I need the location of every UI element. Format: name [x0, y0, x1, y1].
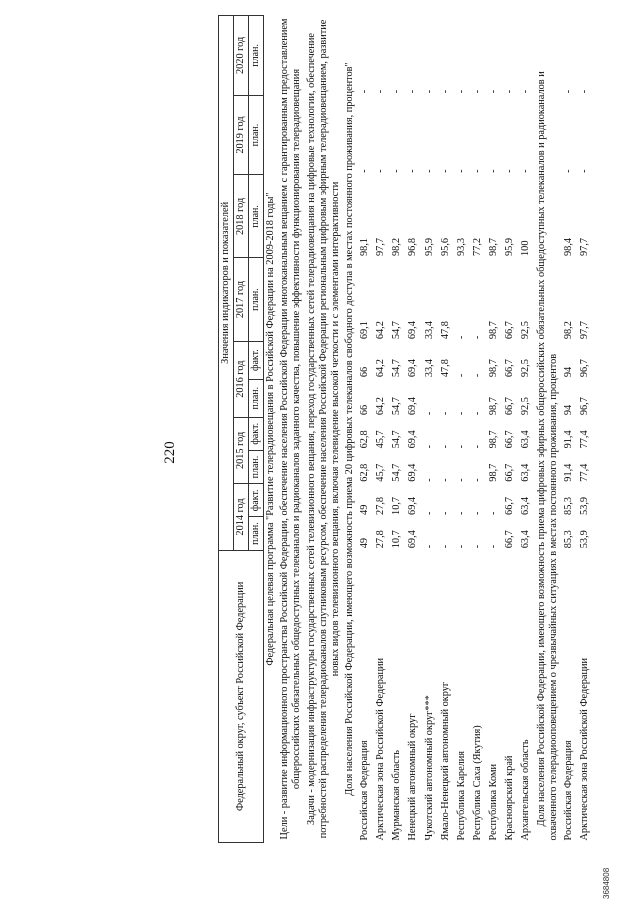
- indicator-value: -: [472, 411, 484, 416]
- region-name: Архангельская область: [520, 739, 532, 841]
- indicator-value: -: [391, 169, 403, 173]
- indicator-value: -: [455, 411, 467, 416]
- indicator-value: 66,7: [504, 430, 516, 449]
- indicator-value: 96,7: [579, 359, 591, 378]
- indicator-value: 47,8: [439, 359, 451, 378]
- subheader: план.: [249, 379, 264, 417]
- table-row: [373, 16, 389, 843]
- indicator-value: -: [488, 89, 500, 94]
- indicator-value: 66,7: [504, 530, 516, 549]
- indicator-value: -: [455, 544, 467, 549]
- indicator-value: -: [439, 444, 451, 449]
- indicator-value: -: [504, 89, 516, 94]
- indicator-value: 49: [359, 504, 371, 515]
- indicator-value: 93,3: [455, 237, 467, 256]
- table-row: [438, 16, 454, 843]
- indicator-value: 54,7: [391, 430, 403, 449]
- table-row: [470, 16, 486, 843]
- indicator-value: -: [423, 511, 435, 515]
- indicator-value: 69,4: [407, 430, 419, 449]
- indicator-value: -: [504, 169, 516, 173]
- region-name: Республика Саха (Якутия): [472, 725, 484, 841]
- indicator-value: 96,7: [579, 397, 591, 416]
- region-name: Республика Карелия: [455, 750, 467, 841]
- indicator-value: -: [488, 511, 500, 515]
- indicator-value: 98,7: [488, 463, 500, 482]
- column-header-group: Значения индикаторов и показателей: [219, 16, 234, 551]
- program-title: Федеральная целевая программа "Развитие телерадиовещания в Российской Федерации на 2009-2018 годы": [265, 192, 277, 666]
- indicator-value: -: [520, 89, 532, 94]
- indicator-value: 98,7: [488, 359, 500, 378]
- indicator-value: 96,8: [407, 237, 419, 256]
- indicator-value: 69,1: [359, 321, 371, 340]
- indicator-value: -: [439, 544, 451, 549]
- year-header: 2018 год: [234, 175, 249, 258]
- indicator-value: -: [423, 169, 435, 173]
- indicator-value: 95,9: [423, 237, 435, 256]
- indicator-value: 66,7: [504, 397, 516, 416]
- indicator-value: 69,4: [407, 496, 419, 515]
- indicator-value: -: [455, 89, 467, 94]
- subheader: план.: [249, 175, 264, 258]
- indicator-value: 92,5: [520, 359, 532, 378]
- table-row: [502, 16, 518, 843]
- indicator-value: -: [439, 411, 451, 416]
- subheader: план.: [249, 258, 264, 341]
- indicator-value: 98,2: [391, 237, 403, 256]
- indicator-value: -: [359, 169, 371, 173]
- indicator-value: 98,7: [488, 237, 500, 256]
- indicator-value: 49: [359, 537, 371, 549]
- indicator-value: -: [407, 89, 419, 94]
- indicator-value: 63,4: [520, 530, 532, 549]
- indicator-value: -: [391, 89, 403, 94]
- table-row: [561, 16, 577, 843]
- indicator-1-title: Доля населения Российской Федерации, имеющего возможность приема 20 цифровых телеканалов свободного доступа в местах постоянного проживания, процентов": [343, 62, 355, 796]
- subheader: факт.: [249, 417, 264, 450]
- indicator-value: 66,7: [504, 359, 516, 378]
- subheader: факт.: [249, 484, 264, 517]
- indicator-value: 97,7: [579, 237, 591, 256]
- indicator-value: -: [439, 169, 451, 173]
- indicator-value: 33,4: [423, 359, 435, 378]
- indicator-value: -: [455, 478, 467, 482]
- indicator-value: 91,4: [562, 430, 574, 449]
- indicator-value: -: [472, 373, 484, 378]
- subheader: план.: [249, 517, 264, 550]
- region-name: Арктическая зона Российской Федерации: [375, 657, 387, 841]
- indicator-value: 77,2: [472, 237, 484, 256]
- subheader: план.: [249, 95, 264, 175]
- table-row: [486, 16, 502, 843]
- region-name: Республика Коми: [488, 764, 500, 841]
- document-stamp: 3684808: [602, 867, 611, 899]
- indicator-value: 53,9: [579, 496, 591, 515]
- region-name: Красноярский край: [504, 755, 516, 841]
- indicator-value: 53,9: [579, 530, 591, 549]
- indicator-value: 45,7: [375, 463, 387, 482]
- indicator-value: 85,3: [562, 530, 574, 549]
- subheader: план.: [249, 16, 264, 96]
- indicator-value: -: [472, 335, 484, 340]
- indicator-value: -: [488, 544, 500, 549]
- indicator-value: 98,1: [359, 237, 371, 256]
- indicator-value: 69,4: [407, 463, 419, 482]
- indicator-value: -: [359, 89, 371, 94]
- region-name: Ненецкий автономный округ: [407, 713, 419, 841]
- indicator-value: -: [423, 411, 435, 416]
- indicator-value: 92,5: [520, 321, 532, 340]
- indicator-value: -: [455, 335, 467, 340]
- indicator-value: -: [423, 444, 435, 449]
- indicator-value: 64,2: [375, 321, 387, 340]
- indicator-value: 27,8: [375, 530, 387, 549]
- indicator-value: -: [562, 89, 574, 94]
- table-row: [577, 16, 593, 843]
- indicator-value: 66: [359, 404, 371, 416]
- indicator-value: 54,7: [391, 359, 403, 378]
- indicator-value: 63,4: [520, 496, 532, 515]
- region-name: Мурманская область: [391, 750, 403, 841]
- indicator-value: -: [472, 89, 484, 94]
- indicator-value: 27,8: [375, 496, 387, 515]
- indicator-2-title: Доля населения Российской Федерации, имеющего возможность приема цифровых эфирных общероссийских обязательных общедоступных телеканалов и радиоканалов и охваченного телерадиооповещением о чрезвычайных ситуациях в местах постоянного проживания, процентов: [535, 71, 559, 841]
- indicator-value: -: [472, 169, 484, 173]
- goal-text: Цели - развитие информационного пространства Российской Федерации, обеспечение населения Российской Федерации многоканальным вещанием с гарантированным предоставлением общероссийских обязательных общедоступных телеканалов и радиоканалов заданного качества, повышение эффективности функционирования телерадиовещания: [279, 18, 303, 840]
- year-header: 2019 год: [234, 95, 249, 175]
- indicator-value: -: [520, 169, 532, 173]
- indicator-value: 62,8: [359, 430, 371, 449]
- indicator-value: 66,7: [504, 463, 516, 482]
- indicator-value: 98,7: [488, 397, 500, 416]
- year-header: 2020 год: [234, 16, 249, 96]
- indicator-value: 98,7: [488, 430, 500, 449]
- indicator-value: 85,3: [562, 496, 574, 515]
- indicator-value: 95,6: [439, 237, 451, 256]
- year-header: 2017 год: [234, 258, 249, 341]
- indicator-value: 69,4: [407, 530, 419, 549]
- indicator-value: 47,8: [439, 321, 451, 340]
- indicator-value: -: [407, 169, 419, 173]
- table-body: [264, 16, 594, 843]
- indicator-value: 77,4: [579, 430, 591, 449]
- indicator-value: -: [375, 169, 387, 173]
- indicator-value: 63,4: [520, 430, 532, 449]
- tasks-text: Задачи - модернизация инфраструктуры государственных сетей телевизионного вещания, переход государственных сетей телерадиовещания на цифровые технологии, обеспечение потребностей распределения телерадиоканалов спутниковым ресурсом, обеспечение населения Российской Федерации региональным цифровым эфирным телерадиовещанием, развитие новых видов телевизионного вещания, включая телевидение высокой четкости и с элементами интерактивности: [305, 19, 341, 839]
- indicator-value: 54,7: [391, 397, 403, 416]
- indicator-value: 10,7: [391, 530, 403, 549]
- indicator-value: 94: [562, 404, 574, 416]
- column-header-entity: Федеральный округ, субъект Российской Федерации: [219, 550, 264, 842]
- year-header: 2016 год: [234, 341, 249, 417]
- indicator-value: -: [423, 544, 435, 549]
- indicator-value: -: [562, 169, 574, 173]
- indicator-value: 92,5: [520, 397, 532, 416]
- indicator-value: 94: [562, 366, 574, 378]
- indicator-value: 69,4: [407, 359, 419, 378]
- indicator-value: -: [472, 444, 484, 449]
- region-name: Ямало-Ненецкий автономный округ: [439, 681, 451, 841]
- indicator-value: 54,7: [391, 463, 403, 482]
- indicator-value: 98,2: [562, 321, 574, 340]
- indicator-value: -: [439, 478, 451, 482]
- indicator-value: 97,7: [579, 321, 591, 340]
- table-header: [219, 16, 264, 843]
- indicator-value: -: [455, 169, 467, 173]
- year-header: 2014 год: [234, 484, 249, 551]
- subheader: план.: [249, 450, 264, 483]
- indicator-value: -: [423, 89, 435, 94]
- table-row: [357, 16, 373, 843]
- indicator-value: 10,7: [391, 496, 403, 515]
- indicator-value: -: [455, 373, 467, 378]
- indicator-value: 69,4: [407, 397, 419, 416]
- indicator-value: -: [579, 169, 591, 173]
- indicator-value: -: [423, 478, 435, 482]
- indicator-value: 97,7: [375, 237, 387, 256]
- page-number: 220: [162, 441, 178, 464]
- table-row: [518, 16, 534, 843]
- indicators-table: [218, 15, 593, 843]
- table-row: [422, 16, 438, 843]
- subheader: факт.: [249, 341, 264, 379]
- indicator-value: 66,7: [504, 496, 516, 515]
- indicator-value: 66,7: [504, 321, 516, 340]
- indicator-value: 100: [520, 240, 532, 256]
- region-name: Чукотский автономный округ***: [423, 695, 435, 841]
- indicator-value: 45,7: [375, 430, 387, 449]
- year-header: 2015 год: [234, 417, 249, 484]
- table-row: [389, 16, 405, 843]
- indicator-value: 91,4: [562, 463, 574, 482]
- table-row: [454, 16, 470, 843]
- indicator-value: -: [472, 478, 484, 482]
- indicator-value: -: [455, 444, 467, 449]
- indicator-value: -: [472, 511, 484, 515]
- indicator-value: -: [472, 544, 484, 549]
- indicator-value: 63,4: [520, 463, 532, 482]
- indicator-value: -: [488, 169, 500, 173]
- region-name: Российская Федерация: [562, 740, 574, 841]
- region-name: Арктическая зона Российской Федерации: [579, 657, 591, 841]
- indicator-value: 98,7: [488, 321, 500, 340]
- indicator-value: -: [375, 89, 387, 94]
- indicator-value: -: [439, 511, 451, 515]
- indicator-value: 69,4: [407, 321, 419, 340]
- indicator-value: -: [455, 511, 467, 515]
- table-row: [405, 16, 421, 843]
- indicator-value: 77,4: [579, 463, 591, 482]
- region-name: Российская Федерация: [359, 740, 371, 841]
- indicator-value: 95,9: [504, 237, 516, 256]
- indicator-value: -: [439, 89, 451, 94]
- indicator-value: 64,2: [375, 397, 387, 416]
- indicator-value: -: [579, 89, 591, 94]
- indicator-value: 62,8: [359, 463, 371, 482]
- indicator-value: 54,7: [391, 321, 403, 340]
- indicator-value: 98,4: [562, 237, 574, 256]
- indicator-value: 64,2: [375, 359, 387, 378]
- indicator-value: 33,4: [423, 321, 435, 340]
- indicator-value: 66: [359, 366, 371, 378]
